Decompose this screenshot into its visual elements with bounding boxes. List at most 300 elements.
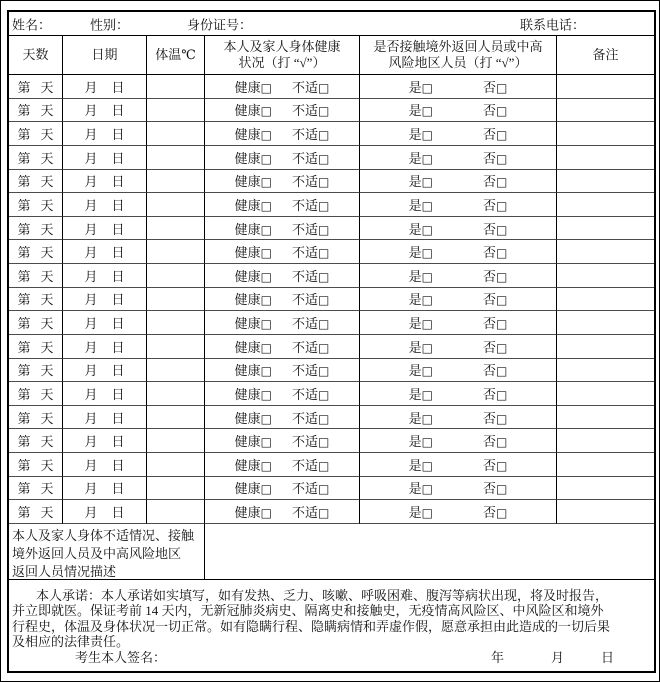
unwell-checkbox[interactable]: □ bbox=[318, 387, 330, 402]
healthy-checkbox[interactable]: □ bbox=[260, 246, 272, 261]
unwell-label: 不适 bbox=[292, 103, 319, 119]
day-number-cell[interactable] bbox=[9, 170, 63, 194]
contact-risk-cell bbox=[360, 500, 557, 524]
unwell-checkbox[interactable]: □ bbox=[318, 435, 330, 450]
contact-risk-cell bbox=[360, 453, 557, 477]
day-number-cell[interactable] bbox=[9, 264, 63, 288]
day-number-cell[interactable] bbox=[9, 193, 63, 217]
remark-cell[interactable] bbox=[557, 264, 654, 288]
temperature-cell[interactable] bbox=[147, 406, 205, 430]
no-label: 否 bbox=[483, 268, 497, 284]
day-number-cell[interactable] bbox=[9, 453, 63, 477]
date-cell[interactable] bbox=[63, 335, 147, 359]
month-label: 月 bbox=[551, 649, 565, 665]
unwell-label: 不适 bbox=[292, 127, 319, 143]
date-cell[interactable] bbox=[63, 99, 147, 123]
unwell-checkbox[interactable]: □ bbox=[318, 482, 330, 497]
day-number-cell[interactable] bbox=[9, 406, 63, 430]
healthy-checkbox[interactable]: □ bbox=[260, 458, 272, 473]
contact-risk-cell bbox=[360, 75, 557, 99]
temperature-cell[interactable] bbox=[147, 193, 205, 217]
day-suffix-label: 天 bbox=[40, 316, 54, 332]
day-prefix-label: 第 bbox=[17, 316, 31, 332]
no-label: 否 bbox=[483, 386, 497, 402]
remark-cell[interactable] bbox=[557, 453, 654, 477]
day-suffix-label: 天 bbox=[40, 339, 54, 355]
yes-checkbox[interactable]: □ bbox=[421, 340, 433, 355]
day-prefix-label: 第 bbox=[17, 292, 31, 308]
remark-cell[interactable] bbox=[557, 288, 654, 312]
no-checkbox[interactable]: □ bbox=[496, 222, 508, 237]
yes-checkbox[interactable]: □ bbox=[421, 222, 433, 237]
healthy-label: 健康 bbox=[234, 505, 261, 521]
healthy-checkbox[interactable]: □ bbox=[260, 340, 272, 355]
remark-cell[interactable] bbox=[557, 429, 654, 453]
healthy-label: 健康 bbox=[234, 386, 261, 402]
no-checkbox[interactable]: □ bbox=[496, 317, 508, 332]
personal-info-row[interactable] bbox=[9, 12, 654, 36]
no-label: 否 bbox=[483, 316, 497, 332]
month-label: 月 bbox=[84, 292, 98, 308]
yes-checkbox[interactable]: □ bbox=[421, 246, 433, 261]
unwell-checkbox[interactable]: □ bbox=[318, 458, 330, 473]
healthy-checkbox[interactable]: □ bbox=[260, 317, 272, 332]
temperature-cell[interactable] bbox=[147, 429, 205, 453]
no-label: 否 bbox=[483, 245, 497, 261]
healthy-label: 健康 bbox=[234, 363, 261, 379]
no-label: 否 bbox=[483, 197, 497, 213]
temperature-cell[interactable] bbox=[147, 170, 205, 194]
unwell-checkbox[interactable]: □ bbox=[318, 80, 330, 95]
remark-cell[interactable] bbox=[557, 240, 654, 264]
month-label: 月 bbox=[84, 127, 98, 143]
no-label: 否 bbox=[483, 505, 497, 521]
unwell-label: 不适 bbox=[292, 386, 319, 402]
day-suffix-label: 天 bbox=[40, 457, 54, 473]
yes-label: 是 bbox=[408, 245, 422, 261]
date-cell[interactable] bbox=[63, 429, 147, 453]
health-status-cell bbox=[205, 240, 360, 264]
healthy-checkbox[interactable]: □ bbox=[260, 175, 272, 190]
day-prefix-label: 第 bbox=[17, 79, 31, 95]
month-label: 月 bbox=[84, 457, 98, 473]
day-label: 日 bbox=[111, 316, 125, 332]
healthy-label: 健康 bbox=[234, 316, 261, 332]
healthy-checkbox[interactable]: □ bbox=[260, 506, 272, 521]
healthy-checkbox[interactable]: □ bbox=[260, 198, 272, 213]
health-status-cell bbox=[205, 99, 360, 123]
health-status-cell bbox=[205, 500, 360, 524]
yes-checkbox[interactable]: □ bbox=[421, 269, 433, 284]
temperature-cell[interactable] bbox=[147, 359, 205, 383]
healthy-checkbox[interactable]: □ bbox=[260, 364, 272, 379]
healthy-checkbox[interactable]: □ bbox=[260, 435, 272, 450]
no-checkbox[interactable]: □ bbox=[496, 198, 508, 213]
day-suffix-label: 天 bbox=[40, 197, 54, 213]
day-number-cell[interactable] bbox=[9, 429, 63, 453]
year-label: 年 bbox=[491, 649, 505, 665]
remark-cell[interactable] bbox=[557, 311, 654, 335]
day-prefix-label: 第 bbox=[17, 245, 31, 261]
month-label: 月 bbox=[84, 103, 98, 119]
temperature-cell[interactable] bbox=[147, 477, 205, 501]
remark-cell[interactable] bbox=[557, 75, 654, 99]
healthy-checkbox[interactable]: □ bbox=[260, 482, 272, 497]
yes-label: 是 bbox=[408, 410, 422, 426]
day-suffix-label: 天 bbox=[40, 434, 54, 450]
day-label: 日 bbox=[111, 481, 125, 497]
unwell-checkbox[interactable]: □ bbox=[318, 411, 330, 426]
contact-risk-cell bbox=[360, 406, 557, 430]
day-prefix-label: 第 bbox=[17, 481, 31, 497]
contact-risk-cell bbox=[360, 217, 557, 241]
no-checkbox[interactable]: □ bbox=[496, 175, 508, 190]
date-cell[interactable] bbox=[63, 264, 147, 288]
day-prefix-label: 第 bbox=[17, 221, 31, 237]
day-suffix-label: 天 bbox=[40, 386, 54, 402]
healthy-checkbox[interactable]: □ bbox=[260, 269, 272, 284]
healthy-label: 健康 bbox=[234, 197, 261, 213]
no-label: 否 bbox=[483, 481, 497, 497]
no-checkbox[interactable]: □ bbox=[496, 340, 508, 355]
unwell-label: 不适 bbox=[292, 339, 319, 355]
yes-checkbox[interactable]: □ bbox=[421, 80, 433, 95]
yes-label: 是 bbox=[408, 292, 422, 308]
month-label: 月 bbox=[84, 434, 98, 450]
date-cell[interactable] bbox=[63, 240, 147, 264]
day-prefix-label: 第 bbox=[17, 197, 31, 213]
signature-label: 考生本人签名： bbox=[75, 649, 167, 665]
day-label: 日 bbox=[111, 386, 125, 402]
contact-risk-cell bbox=[360, 382, 557, 406]
unwell-checkbox[interactable]: □ bbox=[318, 222, 330, 237]
remark-cell[interactable] bbox=[557, 99, 654, 123]
date-cell[interactable] bbox=[63, 288, 147, 312]
date-cell[interactable] bbox=[63, 193, 147, 217]
temperature-cell[interactable] bbox=[147, 240, 205, 264]
date-cell[interactable] bbox=[63, 382, 147, 406]
temperature-cell[interactable] bbox=[147, 500, 205, 524]
temperature-cell[interactable] bbox=[147, 382, 205, 406]
date-cell[interactable] bbox=[63, 122, 147, 146]
unwell-checkbox[interactable]: □ bbox=[318, 364, 330, 379]
healthy-checkbox[interactable]: □ bbox=[260, 293, 272, 308]
day-prefix-label: 第 bbox=[17, 363, 31, 379]
healthy-label: 健康 bbox=[234, 174, 261, 190]
yes-label: 是 bbox=[408, 150, 422, 166]
unwell-label: 不适 bbox=[292, 434, 319, 450]
remark-cell[interactable] bbox=[557, 193, 654, 217]
unwell-checkbox[interactable]: □ bbox=[318, 198, 330, 213]
day-number-cell[interactable] bbox=[9, 500, 63, 524]
no-checkbox[interactable]: □ bbox=[496, 458, 508, 473]
no-checkbox[interactable]: □ bbox=[496, 151, 508, 166]
health-status-cell bbox=[205, 217, 360, 241]
month-label: 月 bbox=[84, 268, 98, 284]
no-checkbox[interactable]: □ bbox=[496, 387, 508, 402]
health-status-cell bbox=[205, 170, 360, 194]
col-header-health-status bbox=[205, 36, 360, 75]
yes-label: 是 bbox=[408, 221, 422, 237]
temperature-cell[interactable] bbox=[147, 99, 205, 123]
yes-checkbox[interactable]: □ bbox=[421, 175, 433, 190]
day-label: 日 bbox=[111, 363, 125, 379]
yes-checkbox[interactable]: □ bbox=[421, 506, 433, 521]
remark-cell[interactable] bbox=[557, 477, 654, 501]
unwell-checkbox[interactable]: □ bbox=[318, 128, 330, 143]
month-label: 月 bbox=[84, 339, 98, 355]
temperature-cell[interactable] bbox=[147, 288, 205, 312]
health-status-cell bbox=[205, 146, 360, 170]
healthy-checkbox[interactable]: □ bbox=[260, 411, 272, 426]
yes-checkbox[interactable]: □ bbox=[421, 128, 433, 143]
health-status-cell bbox=[205, 122, 360, 146]
unwell-label: 不适 bbox=[292, 505, 319, 521]
temperature-cell[interactable] bbox=[147, 453, 205, 477]
yes-checkbox[interactable]: □ bbox=[421, 317, 433, 332]
unwell-label: 不适 bbox=[292, 268, 319, 284]
day-number-cell[interactable] bbox=[9, 217, 63, 241]
unwell-checkbox[interactable]: □ bbox=[318, 269, 330, 284]
health-status-cell bbox=[205, 264, 360, 288]
temperature-cell[interactable] bbox=[147, 311, 205, 335]
health-status-cell bbox=[205, 193, 360, 217]
signature-line[interactable] bbox=[12, 650, 651, 666]
day-suffix-label: 天 bbox=[40, 150, 54, 166]
yes-label: 是 bbox=[408, 174, 422, 190]
contact-header-line1: 是否接触境外返回人员或中高 bbox=[373, 39, 543, 54]
remark-cell[interactable] bbox=[557, 382, 654, 406]
day-prefix-label: 第 bbox=[17, 174, 31, 190]
no-checkbox[interactable]: □ bbox=[496, 128, 508, 143]
temperature-cell[interactable] bbox=[147, 146, 205, 170]
healthy-checkbox[interactable]: □ bbox=[260, 104, 272, 119]
unwell-checkbox[interactable]: □ bbox=[318, 506, 330, 521]
temperature-cell[interactable] bbox=[147, 75, 205, 99]
date-cell[interactable] bbox=[63, 477, 147, 501]
yes-label: 是 bbox=[408, 434, 422, 450]
day-number-cell[interactable] bbox=[9, 99, 63, 123]
unwell-label: 不适 bbox=[292, 221, 319, 237]
health-status-cell bbox=[205, 406, 360, 430]
day-label: 日 bbox=[111, 268, 125, 284]
remark-cell[interactable] bbox=[557, 122, 654, 146]
healthy-checkbox[interactable]: □ bbox=[260, 151, 272, 166]
contact-risk-cell bbox=[360, 429, 557, 453]
day-prefix-label: 第 bbox=[17, 386, 31, 402]
yes-label: 是 bbox=[408, 268, 422, 284]
unwell-label: 不适 bbox=[292, 316, 319, 332]
description-label-line1: 本人及家人身体不适情况、接触 bbox=[12, 527, 195, 543]
unwell-label: 不适 bbox=[292, 410, 319, 426]
day-suffix-label: 天 bbox=[40, 221, 54, 237]
day-number-cell[interactable] bbox=[9, 122, 63, 146]
temperature-cell[interactable] bbox=[147, 217, 205, 241]
healthy-label: 健康 bbox=[234, 150, 261, 166]
day-label: 日 bbox=[111, 79, 125, 95]
month-label: 月 bbox=[84, 197, 98, 213]
unwell-label: 不适 bbox=[292, 481, 319, 497]
day-number-cell[interactable] bbox=[9, 240, 63, 264]
day-prefix-label: 第 bbox=[17, 434, 31, 450]
no-checkbox[interactable]: □ bbox=[496, 364, 508, 379]
contact-risk-cell bbox=[360, 146, 557, 170]
description-label-cell bbox=[9, 524, 205, 580]
day-number-cell[interactable] bbox=[9, 146, 63, 170]
date-cell[interactable] bbox=[63, 217, 147, 241]
unwell-checkbox[interactable]: □ bbox=[318, 246, 330, 261]
month-label: 月 bbox=[84, 386, 98, 402]
day-prefix-label: 第 bbox=[17, 268, 31, 284]
no-checkbox[interactable]: □ bbox=[496, 411, 508, 426]
yes-label: 是 bbox=[408, 103, 422, 119]
day-suffix-label: 天 bbox=[40, 79, 54, 95]
day-number-cell[interactable] bbox=[9, 382, 63, 406]
yes-checkbox[interactable]: □ bbox=[421, 364, 433, 379]
contact-risk-cell bbox=[360, 99, 557, 123]
unwell-label: 不适 bbox=[292, 245, 319, 261]
col-header-contact-risk bbox=[360, 36, 557, 75]
no-checkbox[interactable]: □ bbox=[496, 506, 508, 521]
remark-cell[interactable] bbox=[557, 359, 654, 383]
col-header-temperature: 体温℃ bbox=[147, 36, 205, 75]
no-checkbox[interactable]: □ bbox=[496, 482, 508, 497]
yes-checkbox[interactable]: □ bbox=[421, 458, 433, 473]
date-cell[interactable] bbox=[63, 75, 147, 99]
yes-checkbox[interactable]: □ bbox=[421, 198, 433, 213]
col-header-days: 天数 bbox=[9, 36, 63, 75]
yes-checkbox[interactable]: □ bbox=[421, 411, 433, 426]
day-number-cell[interactable] bbox=[9, 75, 63, 99]
remark-cell[interactable] bbox=[557, 500, 654, 524]
healthy-checkbox[interactable]: □ bbox=[260, 387, 272, 402]
day-label: 日 bbox=[111, 103, 125, 119]
contact-risk-cell bbox=[360, 170, 557, 194]
healthy-label: 健康 bbox=[234, 127, 261, 143]
healthy-label: 健康 bbox=[234, 292, 261, 308]
unwell-checkbox[interactable]: □ bbox=[318, 104, 330, 119]
unwell-label: 不适 bbox=[292, 174, 319, 190]
day-prefix-label: 第 bbox=[17, 410, 31, 426]
date-cell[interactable] bbox=[63, 453, 147, 477]
remark-cell[interactable] bbox=[557, 170, 654, 194]
no-checkbox[interactable]: □ bbox=[496, 293, 508, 308]
day-suffix-label: 天 bbox=[40, 363, 54, 379]
contact-risk-cell bbox=[360, 335, 557, 359]
unwell-checkbox[interactable]: □ bbox=[318, 151, 330, 166]
contact-risk-cell bbox=[360, 264, 557, 288]
no-label: 否 bbox=[483, 339, 497, 355]
no-checkbox[interactable]: □ bbox=[496, 435, 508, 450]
date-cell[interactable] bbox=[63, 359, 147, 383]
contact-risk-cell bbox=[360, 288, 557, 312]
unwell-label: 不适 bbox=[292, 79, 319, 95]
month-label: 月 bbox=[84, 79, 98, 95]
col-header-date: 日期 bbox=[63, 36, 147, 75]
unwell-checkbox[interactable]: □ bbox=[318, 293, 330, 308]
contact-risk-cell bbox=[360, 477, 557, 501]
day-number-cell[interactable] bbox=[9, 311, 63, 335]
col-header-remark: 备注 bbox=[557, 36, 654, 75]
no-checkbox[interactable]: □ bbox=[496, 104, 508, 119]
yes-checkbox[interactable]: □ bbox=[421, 151, 433, 166]
temperature-cell[interactable] bbox=[147, 122, 205, 146]
healthy-checkbox[interactable]: □ bbox=[260, 80, 272, 95]
name-label: 姓名： bbox=[12, 17, 52, 32]
temperature-cell[interactable] bbox=[147, 335, 205, 359]
contact-risk-cell bbox=[360, 193, 557, 217]
unwell-checkbox[interactable]: □ bbox=[318, 175, 330, 190]
date-cell[interactable] bbox=[63, 170, 147, 194]
healthy-label: 健康 bbox=[234, 410, 261, 426]
yes-checkbox[interactable]: □ bbox=[421, 482, 433, 497]
healthy-label: 健康 bbox=[234, 103, 261, 119]
healthy-label: 健康 bbox=[234, 434, 261, 450]
no-checkbox[interactable]: □ bbox=[496, 80, 508, 95]
health-status-cell bbox=[205, 429, 360, 453]
yes-label: 是 bbox=[408, 316, 422, 332]
day-number-cell[interactable] bbox=[9, 359, 63, 383]
day-label: 日 bbox=[111, 245, 125, 261]
month-label: 月 bbox=[84, 150, 98, 166]
date-cell[interactable] bbox=[63, 406, 147, 430]
commitment-line3: 行程史，体温及身体状况一切正常。如有隐瞒行程、隐瞒病情和弄虚作假，愿意承担由此造成的一切后果 bbox=[12, 618, 611, 634]
date-cell[interactable] bbox=[63, 146, 147, 170]
yes-checkbox[interactable]: □ bbox=[421, 387, 433, 402]
month-label: 月 bbox=[84, 174, 98, 190]
day-prefix-label: 第 bbox=[17, 127, 31, 143]
day-number-cell[interactable] bbox=[9, 335, 63, 359]
healthy-checkbox[interactable]: □ bbox=[260, 222, 272, 237]
day-prefix-label: 第 bbox=[17, 150, 31, 166]
healthy-label: 健康 bbox=[234, 457, 261, 473]
health-header-line1: 本人及家人身体健康 bbox=[223, 39, 341, 54]
yes-label: 是 bbox=[408, 79, 422, 95]
no-label: 否 bbox=[483, 457, 497, 473]
unwell-checkbox[interactable]: □ bbox=[318, 317, 330, 332]
remark-cell[interactable] bbox=[557, 406, 654, 430]
day-label: 日 bbox=[111, 150, 125, 166]
description-input-cell[interactable] bbox=[205, 524, 654, 580]
unwell-label: 不适 bbox=[292, 150, 319, 166]
unwell-checkbox[interactable]: □ bbox=[318, 340, 330, 355]
date-cell[interactable] bbox=[63, 500, 147, 524]
contact-risk-cell bbox=[360, 122, 557, 146]
healthy-checkbox[interactable]: □ bbox=[260, 128, 272, 143]
remark-cell[interactable] bbox=[557, 335, 654, 359]
healthy-label: 健康 bbox=[234, 339, 261, 355]
date-cell[interactable] bbox=[63, 311, 147, 335]
day-number-cell[interactable] bbox=[9, 477, 63, 501]
no-checkbox[interactable]: □ bbox=[496, 246, 508, 261]
no-label: 否 bbox=[483, 363, 497, 379]
day-number-cell[interactable] bbox=[9, 288, 63, 312]
no-checkbox[interactable]: □ bbox=[496, 269, 508, 284]
day-prefix-label: 第 bbox=[17, 339, 31, 355]
no-label: 否 bbox=[483, 410, 497, 426]
temperature-cell[interactable] bbox=[147, 264, 205, 288]
day-label: 日 bbox=[111, 339, 125, 355]
unwell-label: 不适 bbox=[292, 197, 319, 213]
yes-checkbox[interactable]: □ bbox=[421, 435, 433, 450]
yes-checkbox[interactable]: □ bbox=[421, 293, 433, 308]
commitment-line1: 本人承诺：本人承诺如实填写，如有发热、乏力、咳嗽、呼吸困难、腹泻等病状出现，将及时报告， bbox=[36, 587, 609, 603]
remark-cell[interactable] bbox=[557, 217, 654, 241]
no-label: 否 bbox=[483, 150, 497, 166]
day-suffix-label: 天 bbox=[40, 410, 54, 426]
remark-cell[interactable] bbox=[557, 146, 654, 170]
yes-checkbox[interactable]: □ bbox=[421, 104, 433, 119]
